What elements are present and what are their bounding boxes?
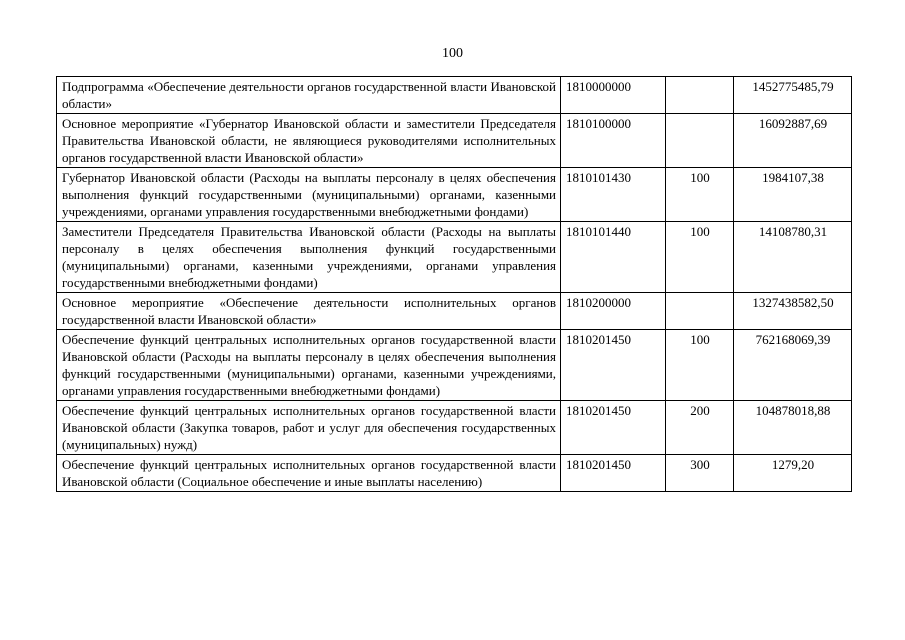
row-expense-type: [666, 77, 734, 114]
row-code: 1810100000: [561, 114, 666, 168]
row-code: 1810200000: [561, 293, 666, 330]
row-expense-type: 300: [666, 455, 734, 492]
row-expense-type: 100: [666, 330, 734, 401]
table-row: [57, 293, 852, 330]
row-name: Основное мероприятие «Губернатор Ивановской области и заместители Председателя Правительства Ивановской области, не являющиеся руководителями исполнительных органов государственной власти Ивановской области»: [57, 114, 561, 168]
row-expense-type: 200: [666, 401, 734, 455]
row-amount: 1279,20: [734, 455, 852, 492]
row-amount: 16092887,69: [734, 114, 852, 168]
row-name: Губернатор Ивановской области (Расходы на выплаты персоналу в целях обеспечения выполнения функций государственными (муниципальными) органами, казенными учреждениями, органами управления государственными внебюджетными фондами): [57, 168, 561, 222]
row-amount: 762168069,39: [734, 330, 852, 401]
budget-table: [56, 76, 852, 492]
row-amount: 1327438582,50: [734, 293, 852, 330]
row-name: Подпрограмма «Обеспечение деятельности органов государственной власти Ивановской области»: [57, 77, 561, 114]
row-expense-type: 100: [666, 168, 734, 222]
table-row: [57, 77, 852, 114]
row-expense-type: [666, 293, 734, 330]
table-row: [57, 114, 852, 168]
row-expense-type: 100: [666, 222, 734, 293]
table-row: [57, 168, 852, 222]
row-code: 1810101430: [561, 168, 666, 222]
table-row: [57, 401, 852, 455]
row-code: 1810000000: [561, 77, 666, 114]
row-code: 1810101440: [561, 222, 666, 293]
row-code: 1810201450: [561, 401, 666, 455]
row-name: Основное мероприятие «Обеспечение деятельности исполнительных органов государственной власти Ивановской области»: [57, 293, 561, 330]
row-amount: 104878018,88: [734, 401, 852, 455]
row-amount: 14108780,31: [734, 222, 852, 293]
row-name: Обеспечение функций центральных исполнительных органов государственной власти Ивановской области (Расходы на выплаты персоналу в целях обеспечения выполнения функций государственными (муниципальными) органами, казенными учреждениями, органами управления государственными внебюджетными фондами): [57, 330, 561, 401]
row-name: Обеспечение функций центральных исполнительных органов государственной власти Ивановской области (Закупка товаров, работ и услуг для обеспечения государственных (муниципальных) нужд): [57, 401, 561, 455]
row-name: Обеспечение функций центральных исполнительных органов государственной власти Ивановской области (Социальное обеспечение и иные выплаты населению): [57, 455, 561, 492]
row-name: Заместители Председателя Правительства Ивановской области (Расходы на выплаты персоналу в целях обеспечения выполнения функций государственными (муниципальными) органами, казенными учреждениями, органами управления государственными внебюджетными фондами): [57, 222, 561, 293]
row-code: 1810201450: [561, 455, 666, 492]
table-row: [57, 222, 852, 293]
row-expense-type: [666, 114, 734, 168]
page-number: 100: [442, 46, 463, 61]
row-code: 1810201450: [561, 330, 666, 401]
row-amount: 1984107,38: [734, 168, 852, 222]
row-amount: 1452775485,79: [734, 77, 852, 114]
table-row: [57, 330, 852, 401]
table-row: [57, 455, 852, 492]
